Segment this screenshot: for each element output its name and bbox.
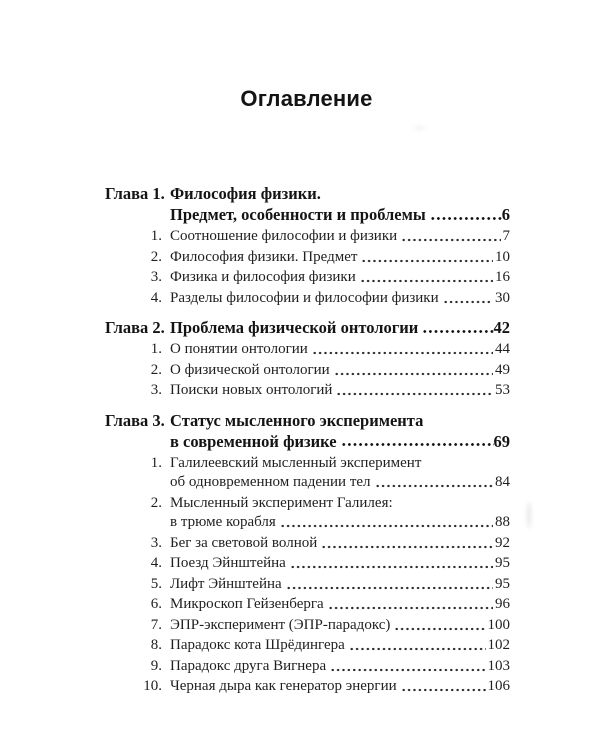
item-number: 8. <box>150 637 162 653</box>
item-number: 7. <box>150 616 162 633</box>
toc-entry-text: Бег за световой волной <box>170 534 318 551</box>
item-body <box>170 268 510 288</box>
toc-entry-text: Черная дыра как генератор энергии <box>170 678 397 694</box>
toc-entry-line <box>170 268 510 288</box>
page-title: Оглавление <box>240 86 373 111</box>
item-number: 1. <box>150 228 162 244</box>
page-number: 49 <box>495 361 510 378</box>
toc-item-row <box>105 340 510 360</box>
toc-item-row <box>105 636 510 656</box>
toc-entry-line <box>170 534 510 554</box>
page-number: 100 <box>487 616 510 633</box>
toc-item-row <box>105 616 510 636</box>
leader-dots-icon <box>280 513 493 533</box>
leader-dots-icon <box>443 289 493 309</box>
toc-entry-line <box>170 473 510 493</box>
item-number: 2. <box>150 248 162 265</box>
leader-dots-icon <box>401 227 500 247</box>
leader-dots-icon <box>360 268 493 288</box>
toc-entry-text: О понятии онтологии <box>170 341 308 357</box>
item-body <box>170 595 510 615</box>
toc-entry-text: об одновременном падении тел <box>170 474 371 490</box>
chapter-title <box>170 183 510 225</box>
item-body <box>170 494 510 533</box>
item-number: 4. <box>150 555 162 571</box>
toc-entry-line <box>170 227 510 247</box>
page-number: 88 <box>495 514 510 530</box>
page-number: 69 <box>493 431 510 451</box>
chapter-title <box>170 317 510 338</box>
toc-entry-text: Лифт Эйнштейна <box>170 575 282 592</box>
item-number: 9. <box>150 657 162 674</box>
page-number: 10 <box>495 248 510 265</box>
leader-dots-icon <box>286 575 493 595</box>
toc-entry-text: Парадокс друга Вигнера <box>170 657 327 674</box>
item-number: 5. <box>150 575 162 592</box>
toc-entry-line <box>170 431 510 452</box>
item-number: 1. <box>150 341 162 357</box>
leader-dots-icon <box>375 473 493 493</box>
toc-entry-line <box>170 513 510 533</box>
item-number: 2. <box>150 361 162 378</box>
item-number: 3. <box>150 534 162 551</box>
leader-dots-icon <box>422 317 493 338</box>
page-number: 103 <box>487 657 510 674</box>
item-body <box>170 534 510 554</box>
toc-item-row <box>105 289 510 309</box>
toc-entry-text: ЭПР-эксперимент (ЭПР-парадокс) <box>170 616 391 633</box>
toc-item-row <box>105 361 510 381</box>
chapter-title-line: Философия физики. <box>170 184 321 203</box>
chapter-heading-row <box>105 183 510 225</box>
toc-entry-text: в трюме корабля <box>170 514 276 530</box>
leader-dots-icon <box>394 616 485 636</box>
leader-dots-icon <box>361 248 493 268</box>
toc-item-row <box>105 554 510 574</box>
toc-item-row <box>105 381 510 401</box>
page-number: 30 <box>495 289 510 306</box>
item-body <box>170 575 510 595</box>
toc-entry-line <box>170 248 510 268</box>
toc-entry-line <box>170 381 510 401</box>
toc-entry-line <box>170 595 510 615</box>
item-body <box>170 289 510 309</box>
toc-entry-text: Соотношение философии и физики <box>170 228 398 244</box>
chapter-label: Глава 1. <box>105 184 165 203</box>
toc-entry-line <box>170 677 510 697</box>
page-number: 7 <box>502 228 510 244</box>
leader-dots-icon <box>312 340 493 360</box>
item-number: 3. <box>150 382 162 398</box>
table-of-contents <box>105 183 510 697</box>
item-number: 2. <box>150 494 162 511</box>
page-number: 53 <box>495 382 510 398</box>
toc-entry-line <box>170 636 510 656</box>
toc-item-row <box>105 494 510 533</box>
page-number: 106 <box>487 678 510 694</box>
toc-item-row <box>105 454 510 493</box>
leader-dots-icon <box>321 534 493 554</box>
page-number: 84 <box>495 474 510 490</box>
toc-chapter <box>105 317 510 401</box>
item-body <box>170 248 510 268</box>
toc-item-row <box>105 677 510 697</box>
toc-entry-text: Проблема физической онтологии <box>170 318 419 337</box>
item-number: 6. <box>150 596 162 612</box>
chapter-heading-row <box>105 317 510 338</box>
toc-entry-text: Парадокс кота Шрёдингера <box>170 637 345 653</box>
leader-dots-icon <box>430 204 502 225</box>
item-body <box>170 361 510 381</box>
chapter-label: Глава 3. <box>105 410 165 430</box>
item-body <box>170 381 510 401</box>
page-number: 6 <box>501 205 510 224</box>
item-body <box>170 677 510 697</box>
chapter-label: Глава 2. <box>105 318 165 337</box>
leader-dots-icon <box>330 657 485 677</box>
item-body <box>170 340 510 360</box>
toc-item-row <box>105 248 510 268</box>
toc-entry-text: в современной физике <box>170 431 337 451</box>
toc-item-row <box>105 227 510 247</box>
toc-entry-line <box>170 575 510 595</box>
toc-entry-text: О физической онтологии <box>170 361 330 378</box>
item-body <box>170 227 510 247</box>
item-body <box>170 616 510 636</box>
item-number: 3. <box>150 269 162 285</box>
toc-entry-text: Поезд Эйнштейна <box>170 555 286 571</box>
toc-chapter <box>105 410 510 697</box>
toc-entry-line <box>170 317 510 338</box>
chapter-title-line: Статус мысленного эксперимента <box>170 410 424 430</box>
toc-entry-text: Философия физики. Предмет <box>170 248 358 265</box>
toc-entry-line <box>170 204 510 225</box>
chapter-title <box>170 410 510 452</box>
toc-entry-line <box>170 554 510 574</box>
toc-entry-text: Микроскоп Гейзенберга <box>170 596 324 612</box>
toc-item-row <box>105 534 510 554</box>
item-text-line: Мысленный эксперимент Галилея: <box>170 494 393 511</box>
leader-dots-icon <box>336 381 493 401</box>
page-number: 42 <box>493 318 510 337</box>
item-body <box>170 657 510 677</box>
item-number: 10. <box>143 678 162 694</box>
page-number: 44 <box>495 341 510 357</box>
item-body <box>170 554 510 574</box>
item-body <box>170 454 510 493</box>
toc-item-row <box>105 268 510 288</box>
scan-smudge <box>413 126 425 130</box>
scan-smudge <box>527 502 531 528</box>
page-number: 95 <box>495 575 510 592</box>
page-number: 102 <box>487 637 510 653</box>
item-text-line: Галилеевский мысленный эксперимент <box>170 454 422 471</box>
leader-dots-icon <box>334 361 493 381</box>
toc-chapter <box>105 183 510 308</box>
leader-dots-icon <box>349 636 486 656</box>
toc-entry-text: Физика и философия физики <box>170 269 356 285</box>
page-number: 16 <box>495 269 510 285</box>
page-number: 92 <box>495 534 510 551</box>
toc-entry-line <box>170 289 510 309</box>
item-body <box>170 636 510 656</box>
toc-entry-line <box>170 657 510 677</box>
item-number: 1. <box>150 454 162 471</box>
leader-dots-icon <box>290 554 493 574</box>
toc-item-row <box>105 657 510 677</box>
toc-item-row <box>105 575 510 595</box>
item-number: 4. <box>150 289 162 306</box>
toc-entry-line <box>170 340 510 360</box>
chapter-heading-row <box>105 410 510 452</box>
toc-entry-line <box>170 616 510 636</box>
page-number: 95 <box>495 555 510 571</box>
toc-entry-text: Предмет, особенности и проблемы <box>170 205 426 224</box>
page-number: 96 <box>495 596 510 612</box>
toc-entry-text: Поиски новых онтологий <box>170 382 333 398</box>
leader-dots-icon <box>328 595 493 615</box>
toc-item-row <box>105 595 510 615</box>
leader-dots-icon <box>401 677 486 697</box>
toc-entry-text: Разделы философии и философии физики <box>170 289 439 306</box>
toc-entry-line <box>170 361 510 381</box>
leader-dots-icon <box>341 431 494 452</box>
